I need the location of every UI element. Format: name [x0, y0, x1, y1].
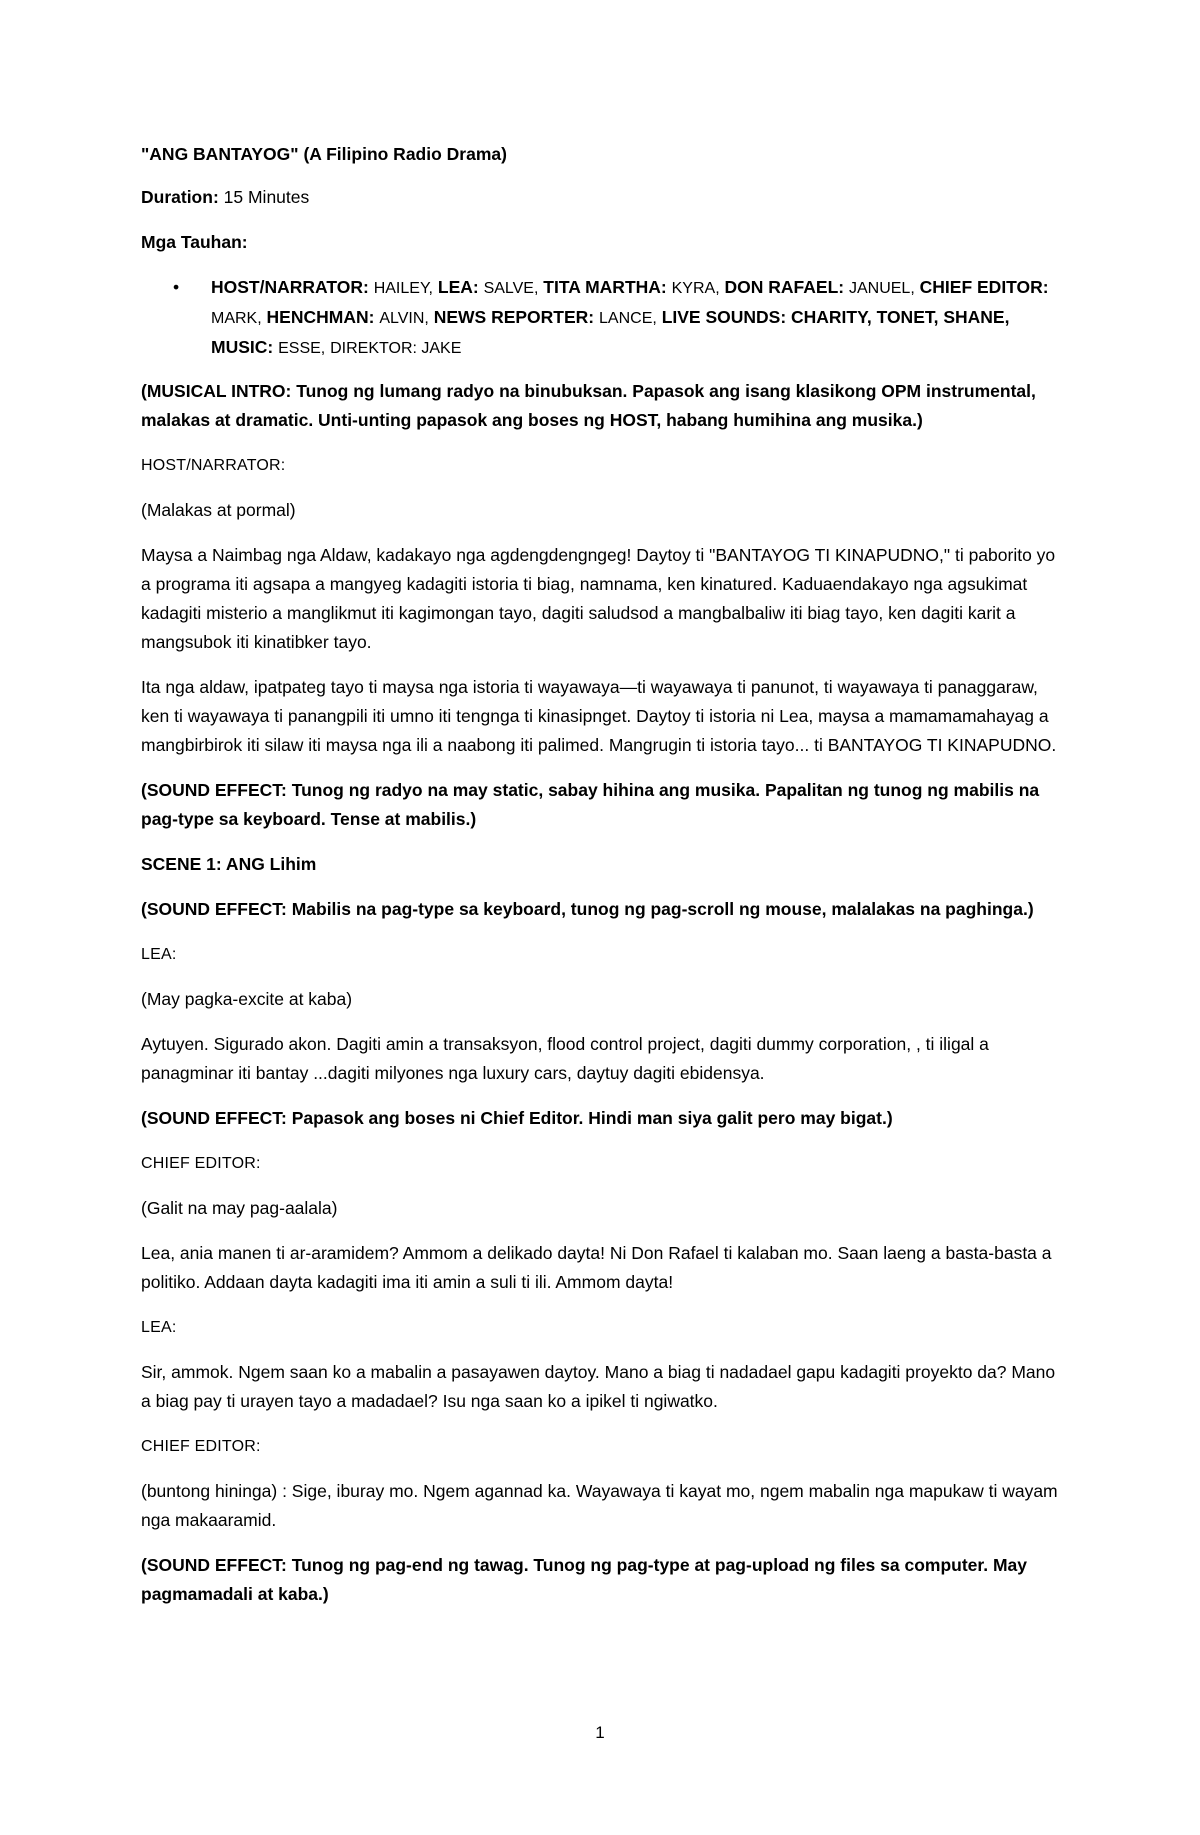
sound-effect-direction: (SOUND EFFECT: Mabilis na pag-type sa keyboard, tunog ng pag-scroll ng mouse, malalakas na paghinga.) — [141, 899, 1034, 919]
dialogue-line: (buntong hininga) : Sige, iburay mo. Ngem agannad ka. Wayawaya ti kayat mo, ngem mabalin nga mapukaw ti wayam nga makaaramid. — [141, 1481, 1058, 1530]
dialogue-line: Ita nga aldaw, ipatpateg tayo ti maysa nga istoria ti wayawaya—ti wayawaya ti panunot, ti wayawaya ti panaggaraw, ken ti wayawaya ti panangpili iti umno iti tengnga ti kinasipnget. Daytoy ti istoria ni Lea, maysa a mamamamahayag a mangbirbirok iti silaw iti maysa nga ili a naabong iti palimed. Mangrugin ti istoria tayo... ti BANTAYOG TI KINAPUDNO. — [141, 677, 1057, 755]
dialogue-line: Maysa a Naimbag nga Aldaw, kadakayo nga agdengdengngeg! Daytoy ti "BANTAYOG TI KINAPUDNO," ti paborito yo a programa iti agsapa a mangyeg kadagiti istoria ti biag, namnama, ken kinatured. Kaduaendakayo nga agsukimat kadagiti misterio a manglikmut iti kagimongan tayo, dagiti saludsod a mangbalbaliw iti biag tayo, ken dagiti karit a mangsubok iti kinatibker tayo. — [141, 545, 1056, 652]
cast-list — [141, 273, 1059, 363]
speaker-label: LEA: — [141, 1319, 177, 1336]
sound-effect-direction: (SOUND EFFECT: Tunog ng pag-end ng tawag. Tunog ng pag-type at pag-upload ng files sa computer. May pagmamadali at kaba.) — [141, 1555, 1028, 1604]
cast-name: KYRA, — [671, 280, 720, 297]
cast-name: ESSE, — [278, 340, 326, 357]
document-body — [141, 140, 1059, 1625]
sound-effect-direction: (SOUND EFFECT: Tunog ng radyo na may static, sabay hihina ang musika. Papalitan ng tunog ng mabilis na pag-type sa keyboard. Tense at mabilis.) — [141, 780, 1040, 829]
cast-entry — [434, 307, 662, 327]
stage-direction: (May pagka-excite at kaba) — [141, 989, 353, 1009]
duration-label: Duration: — [141, 187, 219, 207]
document-title: "ANG BANTAYOG" (A Filipino Radio Drama) — [141, 144, 507, 164]
cast-role: MUSIC: — [211, 337, 274, 357]
bullet-icon: • — [173, 277, 180, 297]
cast-role: LEA: — [437, 277, 479, 297]
cast-name: MARK, — [211, 310, 262, 327]
cast-name: ALVIN, — [379, 310, 429, 327]
cast-list-item — [141, 273, 1059, 363]
speaker-label: CHIEF EDITOR: — [141, 1155, 261, 1172]
cast-heading: Mga Tauhan: — [141, 232, 248, 252]
cast-role: LIVE SOUNDS: CHARITY, TONET, SHANE, — [661, 307, 1010, 327]
duration-value: 15 Minutes — [223, 187, 310, 207]
cast-entry — [725, 277, 920, 297]
cast-entry — [543, 277, 724, 297]
stage-direction: (Malakas at pormal) — [141, 500, 296, 520]
cast-role: DON RAFAEL: — [724, 277, 845, 297]
cast-role: TITA MARTHA: — [543, 277, 667, 297]
speaker-label: LEA: — [141, 946, 177, 963]
cast-name: LANCE, — [599, 310, 657, 327]
cast-name: SALVE, — [483, 280, 539, 297]
dialogue-line: Sir, ammok. Ngem saan ko a mabalin a pasayawen daytoy. Mano a biag ti nadadael gapu kadagiti proyekto da? Mano a biag pay ti urayen tayo a madadael? Isu nga saan ko a ipikel ti ngiwatko. — [141, 1362, 1056, 1411]
page-number: 1 — [595, 1723, 605, 1742]
cast-entry — [662, 307, 1010, 327]
duration-line — [141, 183, 1059, 212]
speaker-label: HOST/NARRATOR: — [141, 457, 286, 474]
cast-entry — [330, 337, 461, 357]
cast-entry — [211, 337, 330, 357]
cast-role: NEWS REPORTER: — [433, 307, 595, 327]
cast-role: CHIEF EDITOR: — [919, 277, 1049, 297]
speaker-label: CHIEF EDITOR: — [141, 1438, 261, 1455]
dialogue-line: Lea, ania manen ti ar-aramidem? Ammom a delikado dayta! Ni Don Rafael ti kalaban mo. Saan laeng a basta-basta a politiko. Addaan dayta kadagiti ima iti amin a suli ti ili. Ammom dayta! — [141, 1243, 1052, 1292]
cast-entry — [211, 277, 438, 297]
sound-effect-direction: (SOUND EFFECT: Papasok ang boses ni Chief Editor. Hindi man siya galit pero may bigat.) — [141, 1108, 893, 1128]
cast-name: JANUEL, — [848, 280, 915, 297]
cast-name: HAILEY, — [373, 280, 433, 297]
stage-direction: (Galit na may pag-aalala) — [141, 1198, 338, 1218]
cast-entry — [267, 307, 434, 327]
cast-name: DIREKTOR: JAKE — [330, 340, 462, 357]
cast-role: HENCHMAN: — [266, 307, 375, 327]
musical-intro-direction: (MUSICAL INTRO: Tunog ng lumang radyo na binubuksan. Papasok ang isang klasikong OPM instrumental, malakas at dramatic. Unti-unting papasok ang boses ng HOST, habang humihina ang musika.) — [141, 381, 1036, 430]
dialogue-line: Aytuyen. Sigurado akon. Dagiti amin a transaksyon, flood control project, dagiti dummy corporation, , ti iligal a panagminar iti bantay ...dagiti milyones nga luxury cars, daytuy dagiti ebidensya. — [141, 1034, 989, 1083]
cast-entry — [438, 277, 543, 297]
cast-role: HOST/NARRATOR: — [211, 277, 369, 297]
scene-heading: SCENE 1: ANG Lihim — [141, 854, 317, 874]
